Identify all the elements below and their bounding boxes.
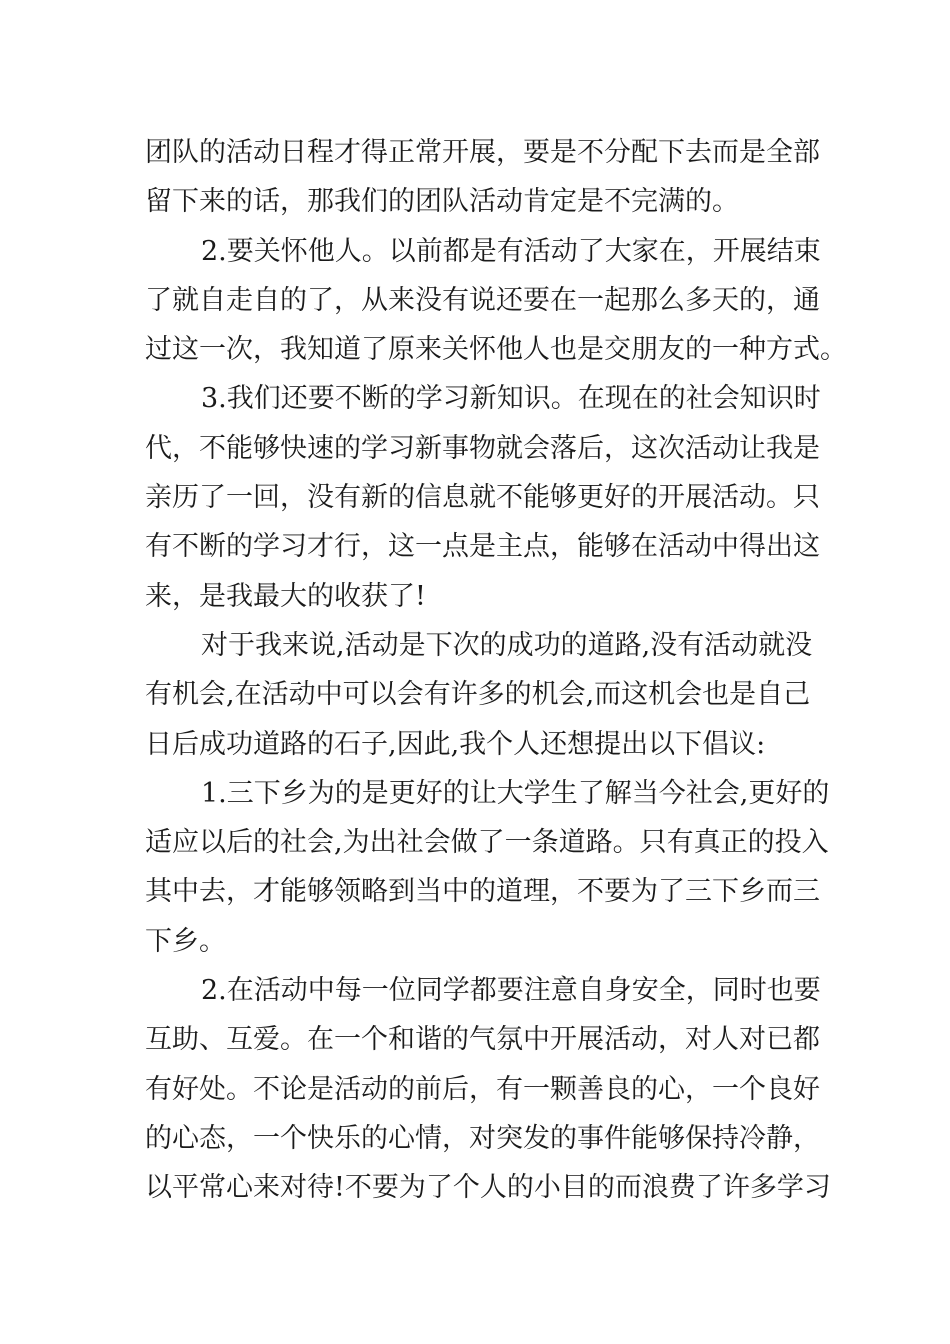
text-line: 有不断的学习才行，这一点是主点，能够在活动中得出这 (145, 531, 820, 563)
text-line: 2.在活动中每一位同学都要注意自身安全，同时也要 (201, 975, 821, 1007)
text-line: 团队的活动日程才得正常开展，要是不分配下去而是全部 (145, 137, 820, 168)
text-line: 来，是我最大的收获了! (145, 580, 426, 612)
text-line: 1.三下乡为的是更好的让大学生了解当今社会,更好的 (201, 777, 830, 809)
text-line: 有好处。不论是活动的前后，有一颗善良的心，一个良好 (145, 1073, 820, 1105)
text-line: 了就自走自的了，从来没有说还要在一起那么多天的，通 (145, 284, 820, 316)
text-line: 过这一次，我知道了原来关怀他人也是交朋友的一种方式。 (145, 334, 847, 366)
text-line: 互助、互爱。在一个和谐的气氛中开展活动，对人对已都 (145, 1024, 820, 1056)
text-line: 亲历了一回，没有新的信息就不能够更好的开展活动。只 (145, 482, 820, 514)
text-line: 下乡。 (145, 925, 226, 957)
text-line: 留下来的话，那我们的团队活动肯定是不完满的。 (145, 186, 739, 218)
text-line: 代，不能够快速的学习新事物就会落后，这次活动让我是 (145, 432, 820, 464)
text-line: 对于我来说,活动是下次的成功的道路,没有活动就没 (201, 629, 813, 661)
text-line: 的心态，一个快乐的心情，对突发的事件能够保持冷静， (145, 1122, 820, 1154)
body-text (145, 128, 847, 1213)
text-line: 2.要关怀他人。以前都是有活动了大家在，开展结束 (201, 235, 821, 267)
text-line: 适应以后的社会,为出社会做了一条道路。只有真正的投入 (145, 827, 829, 859)
text-line: 3.我们还要不断的学习新知识。在现在的社会知识时 (201, 383, 821, 415)
text-line: 有机会,在活动中可以会有许多的机会,而这机会也是自己 (145, 679, 811, 711)
text-line: 以平常心来对待!不要为了个人的小目的而浪费了许多学习 (145, 1172, 831, 1204)
text-line: 日后成功道路的石子,因此,我个人还想提出以下倡议: (145, 728, 766, 760)
text-line: 其中去，才能够领略到当中的道理，不要为了三下乡而三 (145, 876, 820, 908)
